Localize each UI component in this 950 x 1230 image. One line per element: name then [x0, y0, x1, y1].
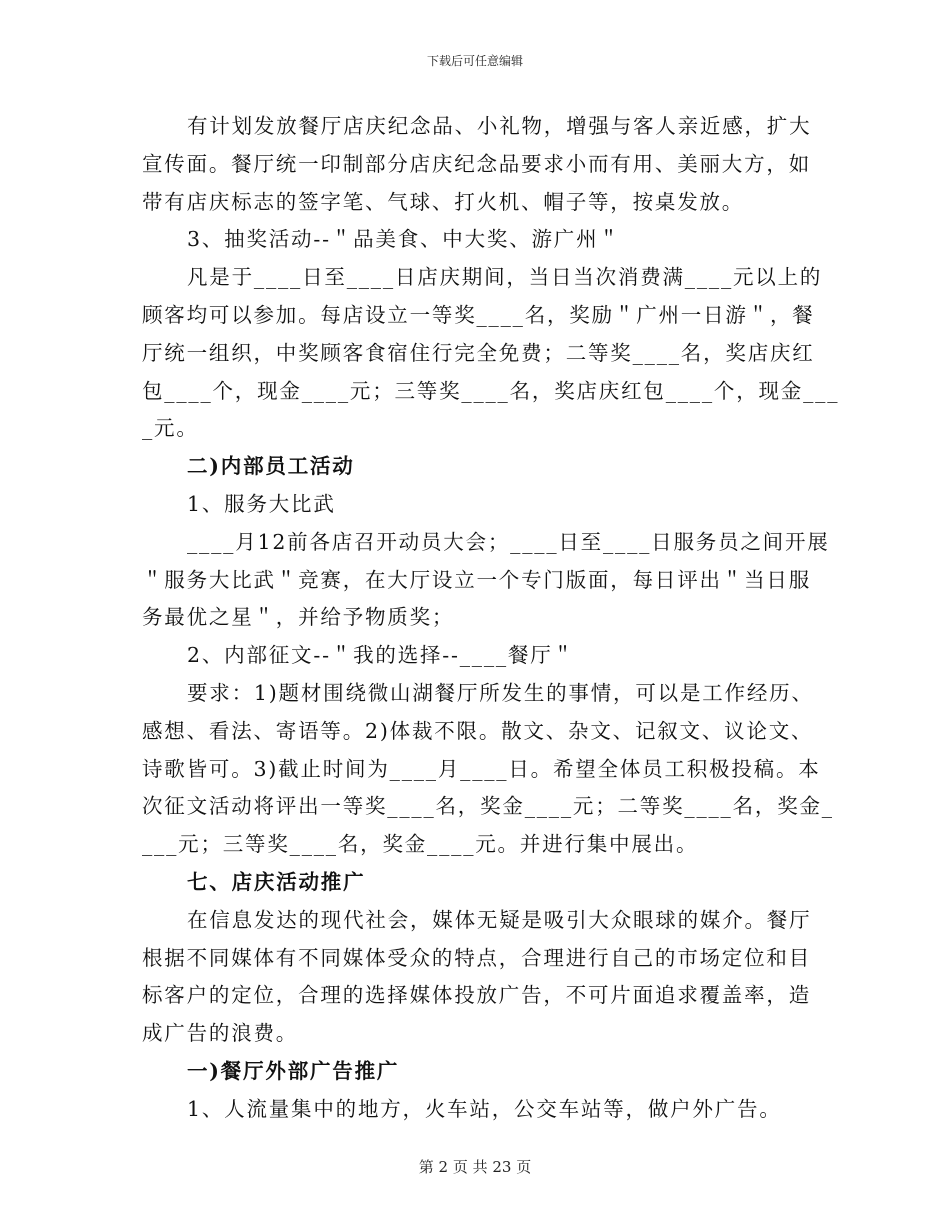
paragraph-line: 有计划发放餐厅店庆纪念品、小礼物，增强与客人亲近感，扩大: [187, 114, 812, 138]
paragraph-line: 次征文活动将评出一等奖____名，奖金____元；二等奖____名，奖金_: [142, 794, 834, 819]
paragraph-line: ＂服务大比武＂竞赛，在大厅设立一个专门版面，每日评出＂当日服: [142, 567, 811, 592]
section-heading-promotion: 七、店庆活动推广: [187, 869, 366, 894]
paragraph-line: ___元；三等奖____名，奖金____元。并进行集中展出。: [142, 832, 699, 857]
page-number: 第 2 页 共 23 页: [418, 1158, 532, 1176]
paragraph-line: 务最优之星＂，并给予物质奖；: [142, 605, 455, 630]
page-header: 下载后可任意编辑: [426, 54, 523, 68]
paragraph-line: 要求：1)题材围绕微山湖餐厅所发生的事情，可以是工作经历、: [187, 680, 814, 705]
paragraph-line: 感想、看法、寄语等。2)体裁不限。散文、杂文、记叙文、议论文、: [142, 718, 814, 743]
paragraph-line: ____月12前各店召开动员大会；____日至____日服务员之间开展: [187, 529, 830, 554]
paragraph-line: 在信息发达的现代社会，媒体无疑是吸引大众眼球的媒介。餐厅: [187, 907, 812, 932]
paragraph-line: 带有店庆标志的签字笔、气球、打火机、帽子等，按桌发放。: [142, 189, 745, 214]
paragraph-line: 厅统一组织，中奖顾客食宿住行完全免费；二等奖____名，奖店庆红: [142, 340, 815, 365]
paragraph-line: _元。: [142, 416, 199, 441]
paragraph-line: 成广告的浪费。: [142, 1021, 299, 1046]
document-body: [142, 108, 840, 1129]
paragraph-line: 顾客均可以参加。每店设立一等奖____名，奖励＂广州一日游＂，餐: [142, 302, 815, 327]
paragraph-line: 标客户的定位，合理的选择媒体投放广告，不可片面追求覆盖率，造: [142, 983, 811, 1008]
subheading-lottery: 3、抽奖活动--＂品美食、中大奖、游广州＂: [187, 227, 621, 252]
subheading-service-contest: 1、服务大比武: [187, 491, 336, 516]
paragraph-line: 凡是于____日至____日店庆期间，当日当次消费满____元以上的: [187, 265, 823, 290]
section-heading-external-ads: 一)餐厅外部广告推广: [187, 1058, 400, 1083]
paragraph-line: 1、人流量集中的地方，火车站，公交车站等，做户外广告。: [187, 1096, 782, 1121]
section-heading-internal-activities: 二)内部员工活动: [187, 454, 355, 479]
paragraph-line: 宣传面。餐厅统一印制部分店庆纪念品要求小而有用、美丽大方，如: [142, 151, 811, 176]
subheading-essay-contest: 2、内部征文--＂我的选择--____餐厅＂: [187, 643, 575, 668]
paragraph-line: 包____个，现金____元；三等奖____名，奖店庆红包____个，现金___: [142, 378, 840, 403]
paragraph-line: 根据不同媒体有不同媒体受众的特点，合理进行自己的市场定位和目: [142, 945, 811, 970]
paragraph-line: 诗歌皆可。3)截止时间为____月____日。希望全体员工积极投稿。本: [142, 756, 821, 781]
